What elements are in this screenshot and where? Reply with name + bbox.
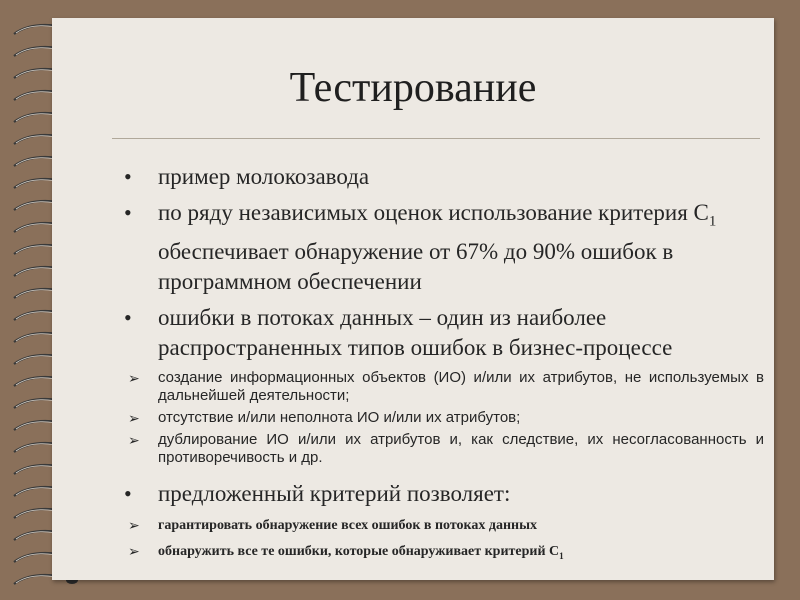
sub-bullet-text: дублирование ИО и/или их атрибутов и, как следствие, их несогласованность и противоречивость и др. [158, 430, 764, 466]
sub-bullet-text: обнаружить все те ошибки, которые обнаруживает критерий $С_1$ [158, 543, 564, 561]
arrow-bullet-icon: ➢ [128, 409, 140, 426]
bullet-text: ошибки в потоках данных – один из наиболее распространенных типов ошибок в бизнес-процессе [158, 304, 673, 360]
sub-bullet-item [124, 431, 764, 467]
sub-bullet-text: создание информационных объектов (ИО) и/или их атрибутов, не используемых в дальнейшей деятельности; [158, 368, 764, 404]
bullet-text: предложенный критерий позволяет: [158, 480, 511, 506]
arrow-bullet-icon: ➢ [128, 431, 140, 448]
bullet-item [124, 162, 764, 192]
sub-bullet-item [124, 515, 764, 537]
slide-content [124, 162, 764, 570]
bullet-marker: • [124, 480, 132, 506]
bullet-marker: • [124, 200, 132, 225]
bullet-text: пример молокозавода [158, 164, 370, 189]
bullet-marker: • [124, 304, 132, 330]
sub-bullet-item [124, 541, 764, 567]
arrow-bullet-icon: ➢ [128, 543, 140, 560]
bullet-item [124, 303, 764, 363]
bullet-item [124, 479, 764, 509]
bullet-item [124, 198, 764, 297]
sub-bullet-text: гарантировать обнаружение всех ошибок в потоках данных [158, 517, 538, 533]
sub-bullet-item [124, 409, 764, 427]
slide-title: Тестирование [289, 65, 537, 111]
sub-bullet-text: отсутствие и/или неполнота ИО и/или их атрибутов; [158, 408, 521, 426]
bullet-text: по ряду независимых оценок использование критерия $С_1$ обеспечивает обнаружение от 67% до 90% ошибок в программном обеспечении [158, 200, 717, 294]
bullet-marker: • [124, 164, 132, 189]
title-divider [112, 138, 760, 139]
sub-bullet-item [124, 369, 764, 405]
arrow-bullet-icon: ➢ [128, 369, 140, 386]
arrow-bullet-icon: ➢ [128, 517, 140, 534]
